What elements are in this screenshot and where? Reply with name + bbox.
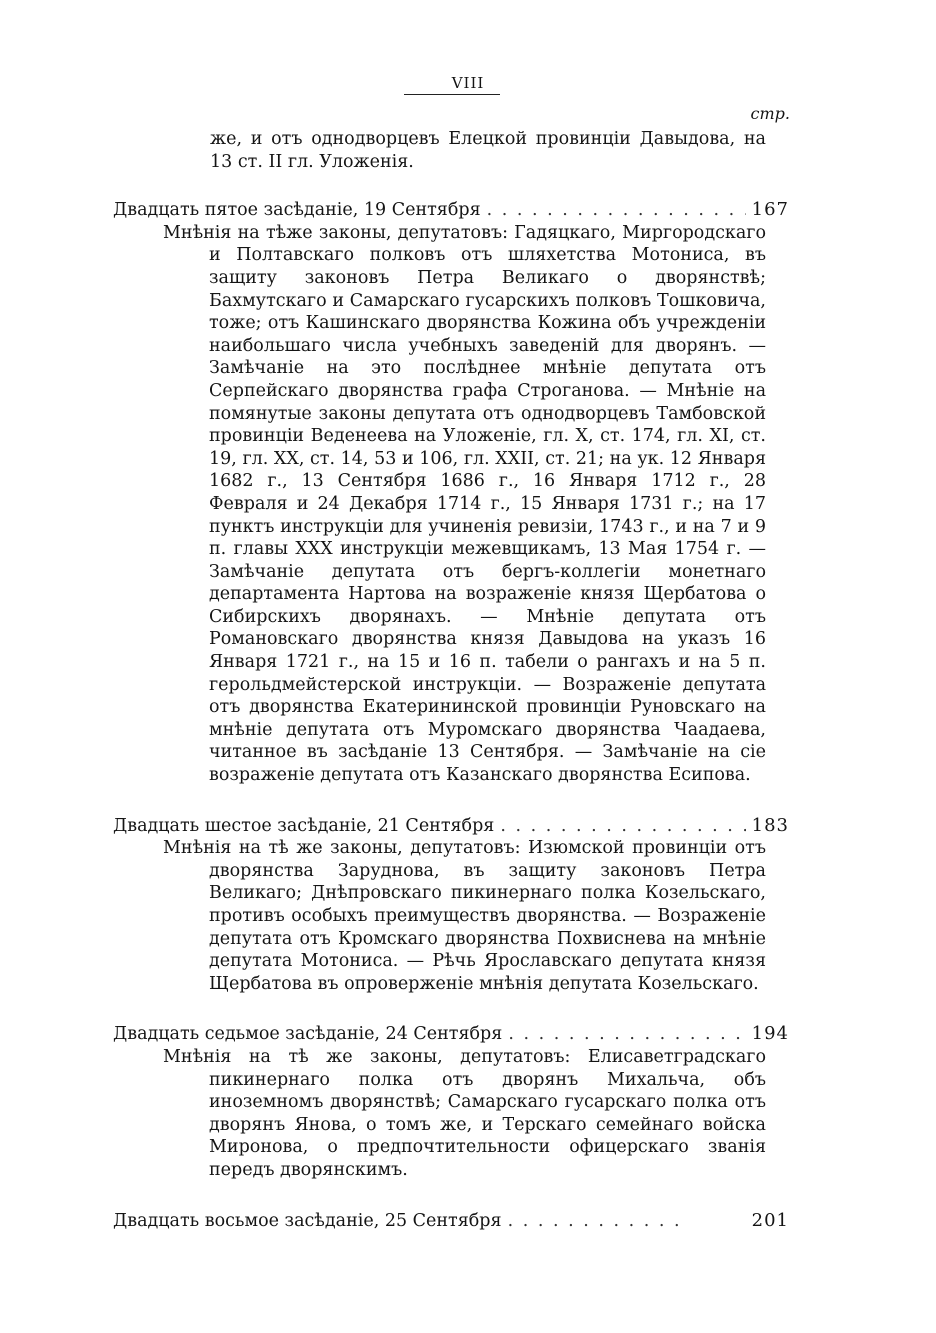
entry-title: Двадцать шестое засѣданіе, 21 Сентября bbox=[113, 815, 495, 836]
entry-description bbox=[0, 222, 766, 787]
dot-leader bbox=[500, 815, 745, 838]
toc-entry bbox=[0, 1023, 936, 1181]
toc-entry bbox=[0, 199, 936, 786]
entry-title: Двадцать восьмое засѣданіе, 25 Сентября bbox=[113, 1210, 502, 1231]
entry-page-number: 167 bbox=[751, 199, 789, 221]
entry-page-number: 183 bbox=[751, 814, 789, 836]
toc-entry bbox=[0, 1210, 936, 1233]
entry-description bbox=[0, 1046, 766, 1182]
folio-rule bbox=[404, 94, 500, 95]
dot-leader bbox=[487, 199, 746, 222]
entry-title: Двадцать пятое засѣданіе, 19 Сентября bbox=[113, 200, 481, 221]
table-of-contents bbox=[0, 128, 936, 1232]
entry-heading bbox=[0, 1210, 789, 1233]
entry-heading bbox=[0, 199, 789, 222]
entry-description-text: Мнѣнія на тѣ же законы, депутатовъ: Елисаветградскаго пикинернаго полка отъ дворянъ Михальча, объ иноземномъ дворянствѣ; Самарскаго гусарскаго полка отъ дворянъ Янова, о томъ же, и Терскаго семейнаго войска Миронова, о предпочтительности офицерскаго званія передъ дворянскимъ. bbox=[163, 1046, 766, 1180]
entry-page-number: 201 bbox=[751, 1209, 789, 1231]
continuation-text: же, и отъ однодворцевъ Елецкой провинціи Давыдова, на 13 ст. II гл. Уложенія. bbox=[210, 129, 766, 172]
dot-leader bbox=[508, 1210, 682, 1233]
entry-description-text: Мнѣнія на тѣ же законы, депутатовъ: Изюмской провинціи отъ дворянства Заруднова, въ защиту законовъ Петра Великаго; Днѣпровскаго пикинернаго полка Козельскаго, противъ особыхъ преимуществъ дворянства. — Возраженіе депутата отъ Кромскаго дворянства Похвиснева на мнѣніе депутата Мотониса. — Рѣчь Ярославскаго депутата князя Щербатова въ опроверженіе мнѣнія депутата Козельскаго. bbox=[163, 838, 766, 994]
entry-description bbox=[0, 837, 766, 995]
entry-page-number: 194 bbox=[751, 1023, 789, 1045]
toc-entry bbox=[0, 815, 936, 996]
entry-title: Двадцать седьмое засѣданіе, 24 Сентября bbox=[113, 1024, 503, 1045]
entry-heading bbox=[0, 1023, 789, 1046]
dot-leader bbox=[508, 1023, 745, 1046]
entry-description-text: Мнѣнія на тѣже законы, депутатовъ: Гадяцкаго, Миргородскаго и Полтавскаго полковъ отъ шляхетства Мотониса, въ защиту законовъ Петра Великаго о дворянствѣ; Бахмутскаго и Самарскаго гусарскихъ полковъ Тошковича, тоже; отъ Кашинскаго дворянства Кожина объ учрежденіи наибольшаго числа учебныхъ заведеній для дворянъ. — Замѣчаніе на это послѣднее мнѣніе депутата отъ Серпейскаго дворянства графа Строганова. — Мнѣніе на помянутые законы депутата отъ однодворцевъ Тамбовской провинціи Веденеева на Уложеніе, гл. X, ст. 174, гл. XI, ст. 19, гл. XX, ст. 14, 53 и 106, гл. XXII, ст. 21; на ук. 12 Января 1682 г., 13 Сентября 1686 г., 16 Января 1712 г., 28 Февраля и 24 Декабря 1714 г., 15 Января 1731 г.; на 17 пунктъ инструкціи для учиненія ревизіи, 1743 г., и на 7 и 9 п. главы XXX инструкціи межевщикамъ, 13 Мая 1754 г. — Замѣчаніе депутата отъ бергъ-коллегіи монетнаго департамента Нартова на возраженіе князя Щербатова о Сибирскихъ дворянахъ. — Мнѣніе депутата отъ Романовскаго дворянства князя Давыдова на указъ 16 Января 1721 г., на 15 и 16 п. табели о рангахъ и на 5 п. герольдмейстерской инструкціи. — Возраженіе депутата отъ дворянства Екатерининской провинціи Руновскаго на мнѣніе депутата отъ Муромскаго дворянства Чаадаева, читанное въ засѣданіе 13 Сентября. — Замѣчаніе на сіе возраженіе депутата отъ Казанскаго дворянства Есипова. bbox=[163, 222, 766, 786]
page-column-label: стр. bbox=[750, 104, 790, 123]
entry-heading bbox=[0, 815, 789, 838]
page-folio: VIII bbox=[451, 74, 485, 92]
